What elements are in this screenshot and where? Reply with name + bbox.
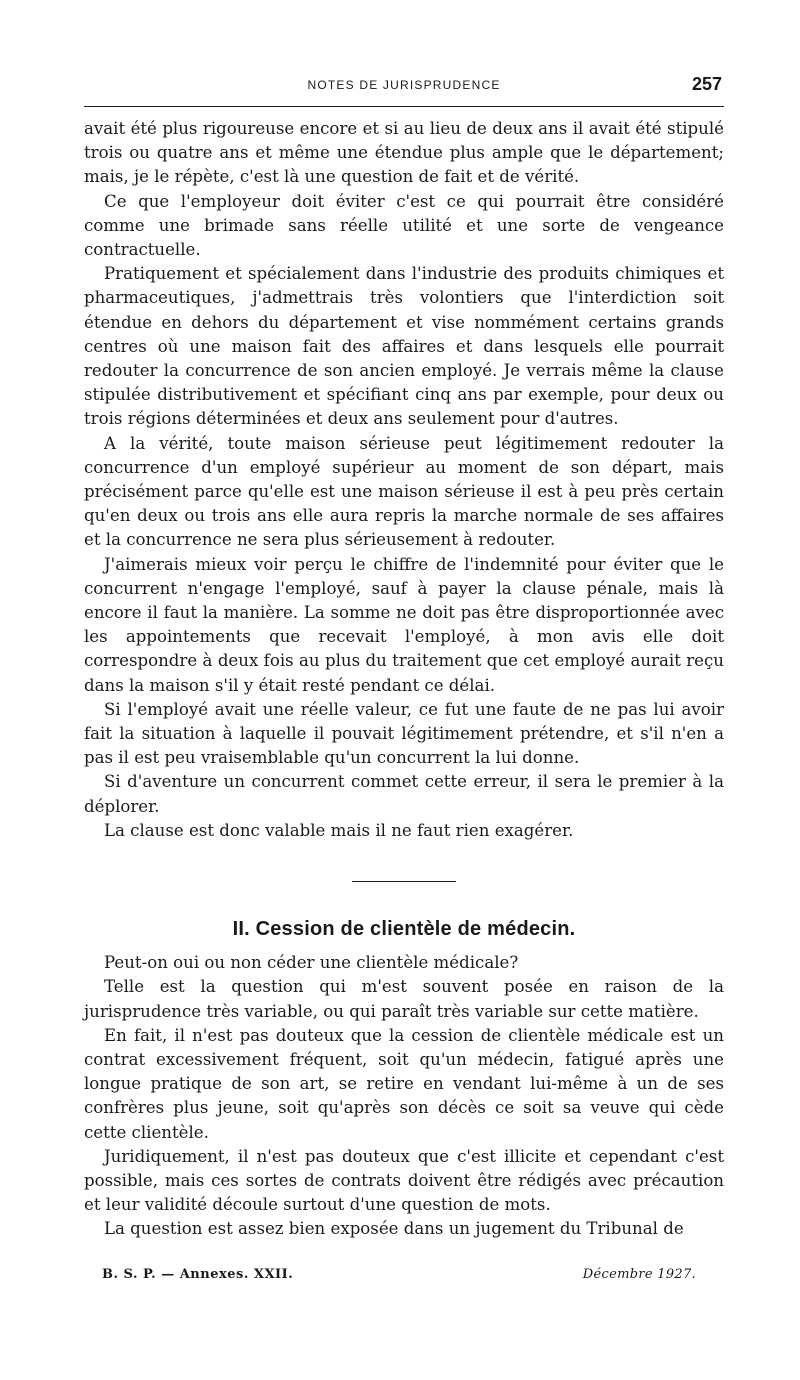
paragraph: Juridiquement, il n'est pas douteux que c'est illicite et cependant c'est possible, mais ces sortes de contrats doivent être rédigés avec précaution et leur validité découle surtout d'une question de mots. [84,1146,724,1215]
running-header [84,72,724,106]
paragraph: avait été plus rigoureuse encore et si au lieu de deux ans il avait été stipulé trois ou quatre ans et même une étendue plus ample que le département; mais, je le répète, c'est là une question de fait et de vérité. [84,119,724,187]
page [84,72,724,1242]
paragraph: A la vérité, toute maison sérieuse peut légitimement redouter la concurrence d'un employé supérieur au moment de son départ, mais précisément parce qu'elle est une maison sérieuse il est à peu près certain qu'en deux ou trois ans elle aura repris la marche normale de ses affaires et la concurrence ne sera plus sérieusement à redouter. [84,433,724,550]
paragraph: J'aimerais mieux voir perçu le chiffre de l'indemnité pour éviter que le concurrent n'engage l'employé, sauf à payer la clause pénale, mais là encore il faut la manière. La somme ne doit pas être disproportionnée avec les appointements que recevait l'employé, à mon avis elle doit correspondre à deux fois au plus du traitement que cet employé aurait reçu dans la maison s'il y était resté pendant ce délai. [84,554,724,695]
paragraph: Peut-on oui ou non céder une clientèle médicale? [104,953,519,973]
paragraph: La question est assez bien exposée dans un jugement du Tribunal de [104,1219,684,1239]
section-body [84,951,724,1241]
header-rule [84,106,724,107]
footer-publication: B. S. P. — Annexes. XXII. [102,1267,294,1282]
footer-date: Décembre 1927. [582,1267,696,1282]
section-heading: II. Cession de clientèle de médecin. [232,918,576,941]
paragraph: Si d'aventure un concurrent commet cette erreur, il sera le premier à la déplorer. [84,772,724,816]
body-text [84,117,724,843]
paragraph: Telle est la question qui m'est souvent posée en raison de la jurisprudence très variable, ou qui paraît très variable sur cette matière. [84,977,724,1021]
paragraph: Si l'employé avait une réelle valeur, ce fut une faute de ne pas lui avoir fait la situation à laquelle il pouvait légitimement prétendre, et s'il n'en a pas il est peu vraisemblable qu'un concurrent la lui donne. [84,699,724,768]
section-divider [352,881,456,882]
paragraph: Ce que l'employeur doit éviter c'est ce qui pourrait être considéré comme une brimade sans réelle utilité et une sorte de vengeance contractuelle. [84,191,724,260]
running-title: NOTES DE JURISPRUDENCE [307,78,501,92]
paragraph: Pratiquement et spécialement dans l'industrie des produits chimiques et pharmaceutiques, j'admettrais très volontiers que l'interdiction soit étendue en dehors du département et vise nommément certains grands centres où une maison fait des affaires et dans lesquels elle pourrait redouter la concurrence de son ancien employé. Je verrais même la clause stipulée distributivement et spécifiant cinq ans par exemple, pour deux ou trois régions déterminées et deux ans seulement pour d'autres. [84,264,724,429]
paragraph: En fait, il n'est pas douteux que la cession de clientèle médicale est un contrat excessivement fréquent, soit qu'un médecin, fatigué après une longue pratique de son art, se retire en vendant lui-même à un de ses confrères plus jeune, soit qu'après son décès ce soit sa veuve qui cède cette clientèle. [84,1025,724,1142]
page-footer [102,1267,696,1289]
paragraph: La clause est donc valable mais il ne faut rien exagérer. [104,820,574,840]
page-number: 257 [691,74,722,94]
